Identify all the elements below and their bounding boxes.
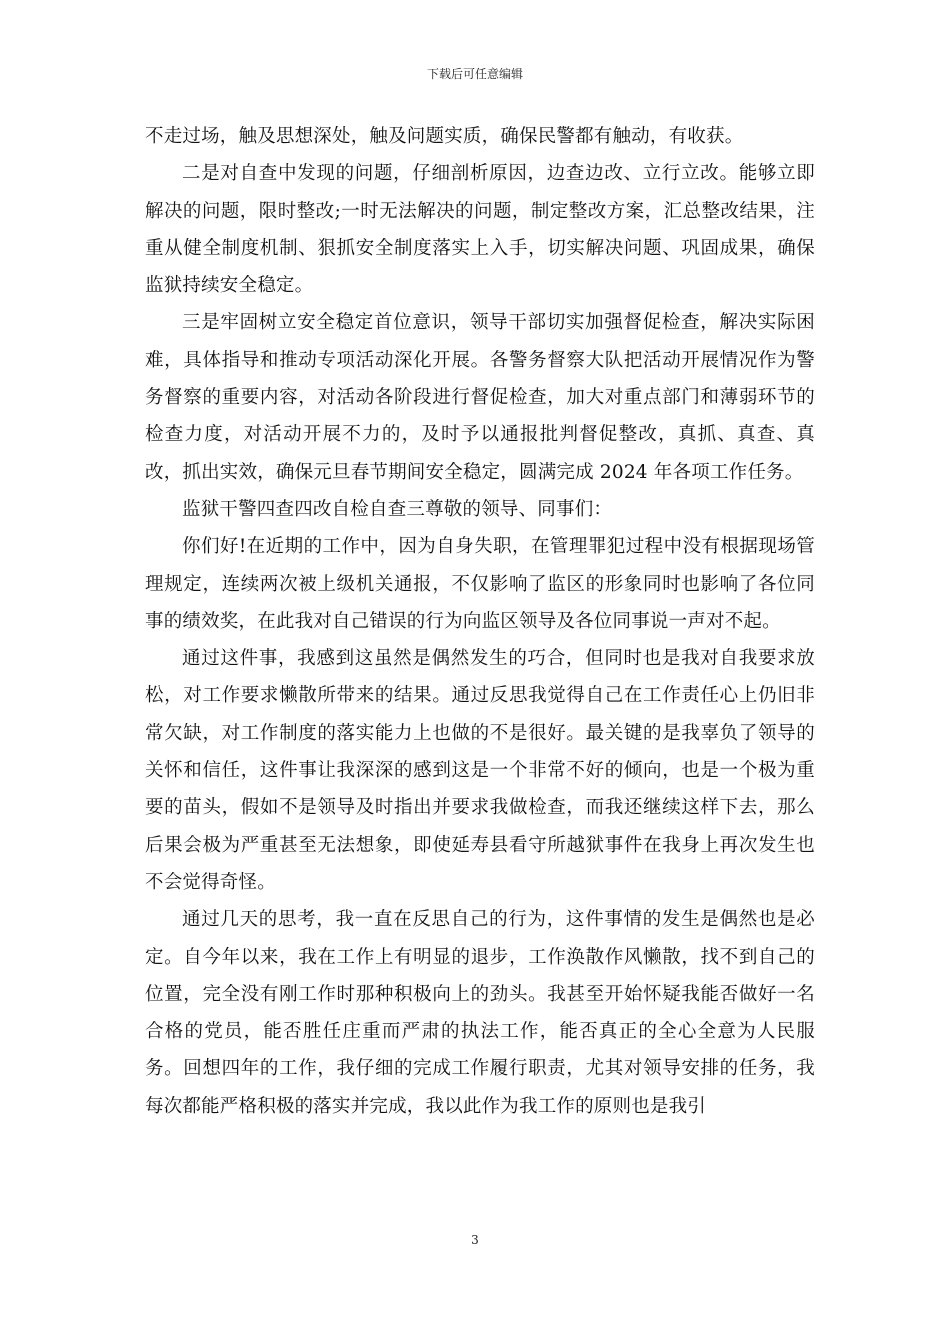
document-body [145,118,815,1125]
paragraph: 二是对自查中发现的问题，仔细剖析原因，边查边改、立行立改。能够立即解决的问题，限时整改;一时无法解决的问题，制定整改方案，汇总整改结果，注重从健全制度机制、狠抓安全制度落实上入手，切实解决问题、巩固成果，确保监狱持续安全稳定。 [145,163,815,297]
paragraph: 监狱干警四查四改自检自查三尊敬的领导、同事们： [182,498,613,520]
paragraph: 三是牢固树立安全稳定首位意识，领导干部切实加强督促检查，解决实际困难，具体指导和推动专项活动深化开展。各警务督察大队把活动开展情况作为警务督察的重要内容，对活动各阶段进行督促检查，加大对重点部门和薄弱环节的检查力度，对活动开展不力的，及时予以通报批判督促整改，真抓、真查、真改，抓出实效，确保元旦春节期间安全稳定，圆满完成 2024 年各项工作任务。 [145,312,815,483]
paragraph: 你们好!在近期的工作中，因为自身失职，在管理罪犯过程中没有根据现场管理规定，连续两次被上级机关通报，不仅影响了监区的形象同时也影响了各位同事的绩效奖，在此我对自己错误的行为向监区领导及各位同事说一声对不起。 [145,536,815,632]
paragraph: 不走过场，触及思想深处，触及问题实质，确保民警都有触动，有收获。 [145,126,744,147]
page-number: 3 [471,1233,479,1247]
paragraph: 通过几天的思考，我一直在反思自己的行为，这件事情的发生是偶然也是必定。自今年以来，我在工作上有明显的退步，工作涣散作风懒散，找不到自己的位置，完全没有刚工作时那种积极向上的劲头。我甚至开始怀疑我能否做好一名合格的党员，能否胜任庄重而严肃的执法工作，能否真正的全心全意为人民服务。回想四年的工作，我仔细的完成工作履行职责，尤其对领导安排的任务，我每次都能严格积极的落实并完成，我以此作为我工作的原则也是我引 [145,909,815,1117]
paragraph: 通过这件事，我感到这虽然是偶然发生的巧合，但同时也是我对自我要求放松，对工作要求懒散所带来的结果。通过反思我觉得自己在工作责任心上仍旧非常欠缺，对工作制度的落实能力上也做的不是很好。最关键的是我辜负了领导的关怀和信任，这件事让我深深的感到这是一个非常不好的倾向，也是一个极为重要的苗头，假如不是领导及时指出并要求我做检查，而我还继续这样下去，那么后果会极为严重甚至无法想象，即使延寿县看守所越狱事件在我身上再次发生也不会觉得奇怪。 [145,648,815,893]
page-header: 下载后可任意编辑 [426,67,523,81]
